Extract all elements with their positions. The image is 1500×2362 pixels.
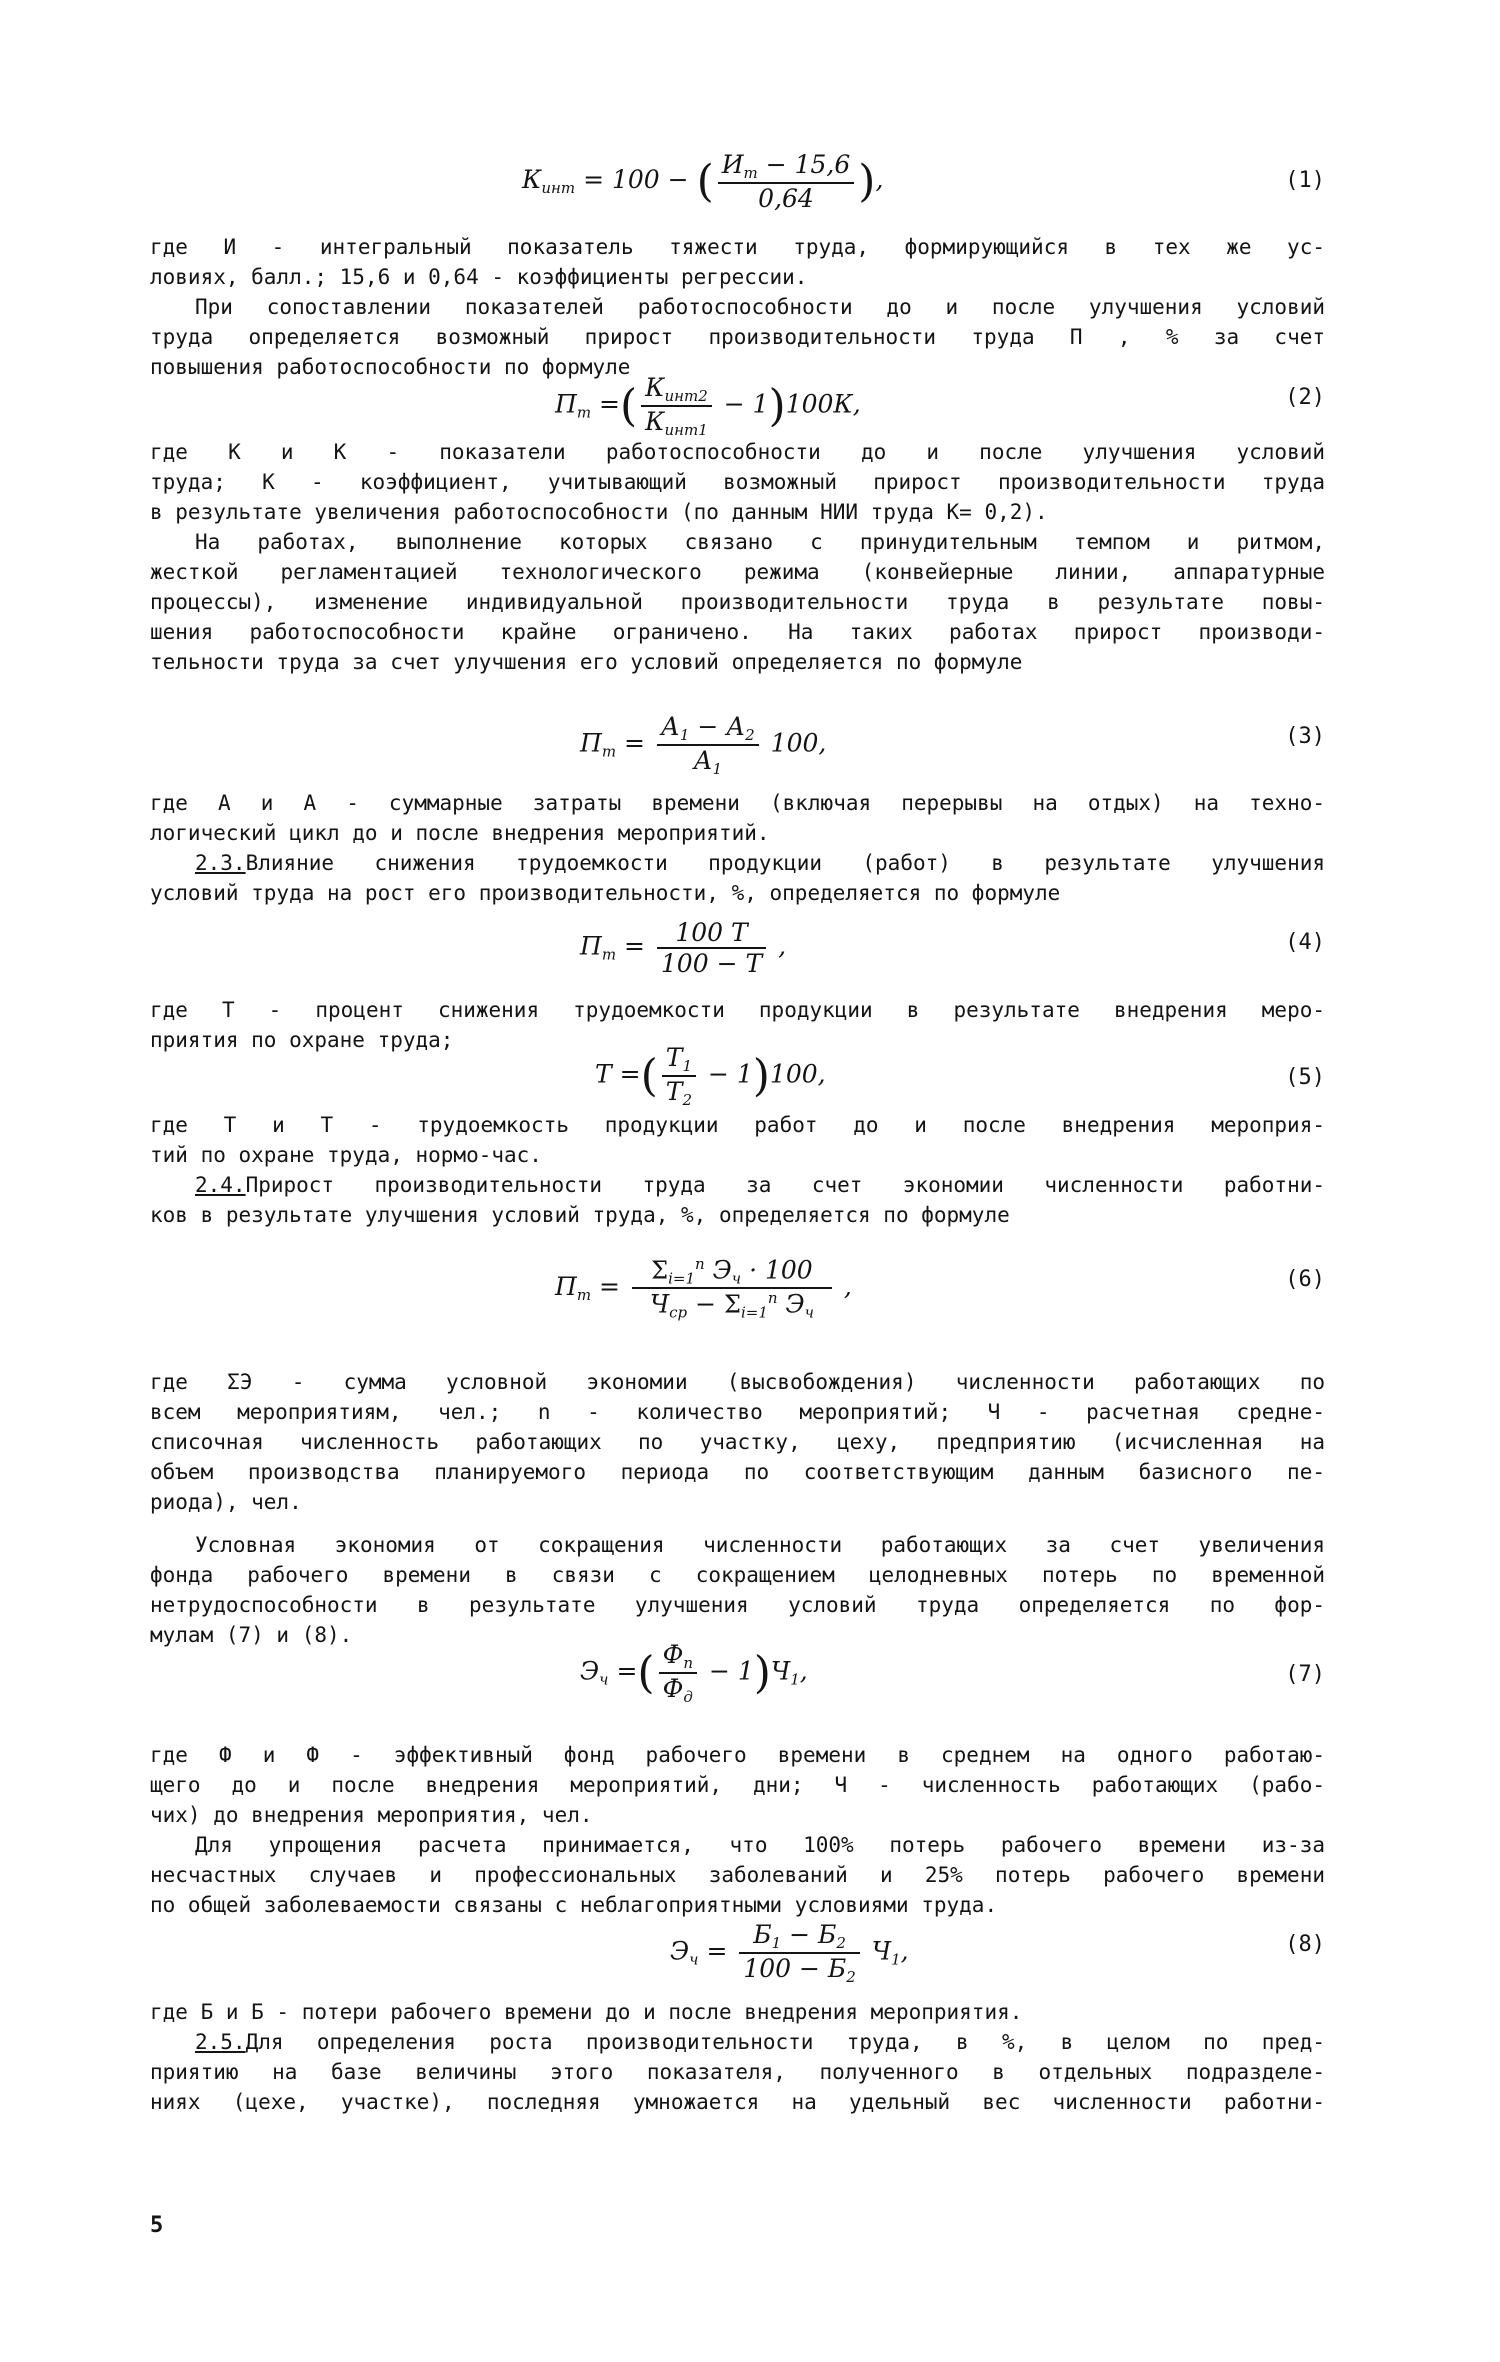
equation-5-number: (5): [1285, 1065, 1325, 1090]
paragraph-3: где К и К - показатели работоспособности до и после улучшения условий труда; К - коэффициент, учитывающий возможный прирост производительности труда в результате увеличения работоспособности (по данным НИИ труда К= 0,2). На работах, выполнение которых связано с принудительным темпом и ритмом, жесткой регламентацией технологического режима (конвейерные линии, аппаратурные процессы), изменение индивидуальной производительности труда в результате повы- шения работоспособности крайне ограничено. На таких работах прирост производи- тельности труда за счет улучшения его условий определяется по формуле: [150, 440, 1325, 674]
equation-8-number: (8): [1285, 1932, 1325, 1957]
equation-7-number: (7): [1285, 1662, 1325, 1687]
paragraph-1: где И - интегральный показатель тяжести труда, формирующийся в тех же ус- ловиях, балл.; 15,6 и 0,64 - коэффициенты регрессии. При сопоставлении показателей работоспособности до и после улучшения условий труда определяется возможный прирост производительности труда П , % за счет повышения работоспособности по формуле: [150, 235, 1325, 379]
paragraph-7: где Т - процент снижения трудоемкости продукции в результате внедрения меро- приятия по охране труда;: [150, 998, 1325, 1052]
equation-1-body: $К_{инт} = 100$ − ( $\frac{И_т - 15,6}{0,64}$ ),: [522, 150, 884, 213]
equation-7: $Э_ч$ =( $\frac{Ф_п}{Ф_д}$ − $1)Ч_1$, (7): [580, 1640, 1325, 1706]
equation-2: $П_т$ =( $\frac{К_{инт2}}{К_{инт1}}$ − 1)100К, (2): [555, 373, 1325, 439]
paragraph-11: Условная экономия от сокращения численности работающих за счет увеличения фонда рабочего времени в связи с сокращением целодневных потерь по временной нетрудоспособности в результате улучшения условий труда определяется по фор- мулам (7) и (8).: [150, 1533, 1325, 1647]
equation-6: $П_т$ = $\frac{\Sigma_{i=1}^n Э_ч \cdot 100}{Ч_{ср} - \Sigma_{i=1}^n Э_ч}$ , (6): [555, 1255, 1325, 1322]
equation-5: Т =( $\frac{Т_1}{Т_2}$ − 1)100, (5): [595, 1043, 1325, 1109]
equation-6-number: (6): [1285, 1267, 1325, 1292]
section-2-4: 2.4.: [195, 1173, 246, 1197]
paragraph-10: где ΣЭ - сумма условной экономии (высвобождения) численности работающих по всем мероприятиям, чел.; n - количество мероприятий; Ч - расчетная средне- списочная численность работающих по участку, цеху, предприятию (исчисленная на объем производства планируемого периода по соответствующим данным базисного пе- риода), чел.: [150, 1370, 1325, 1514]
equation-3-number: (3): [1285, 724, 1325, 749]
section-2-5: 2.5.: [195, 2030, 246, 2054]
equation-1-fraction: $\frac{И_т - 15,6}{0,64}$: [718, 150, 855, 213]
equation-4-number: (4): [1285, 930, 1325, 955]
equation-3: $П_т$ = $\frac{А_1 - А_2}{А_1}$ 100, (3): [580, 712, 1325, 778]
equation-1: [150, 150, 1325, 220]
paragraph-8: где Т и Т - трудоемкость продукции работ до и после внедрения мероприя- тий по охране труда, нормо-час. 2.4. Прирост производительности труда за счет экономии численности работни- ков в результате улучшения условий труда, %, определяется по формуле: [150, 1113, 1325, 1227]
equation-8: $Э_ч$ = $\frac{Б_1 - Б_2}{100 - Б_2}$ $Ч_1$, (8): [670, 1920, 1325, 1986]
paragraph-5: где А и А - суммарные затраты времени (включая перерывы на отдых) на техно- логический цикл до и после внедрения мероприятий. 2.3. Влияние снижения трудоемкости продукции (работ) в результате улучшения условий труда на рост его производительности, %, определяется по формуле: [150, 791, 1325, 905]
section-2-3: 2.3.: [195, 851, 246, 875]
equation-2-number: (2): [1285, 385, 1325, 410]
equation-1-number: (1): [1285, 168, 1325, 193]
equation-4: $П_т$ = $\frac{100 Т}{100 - Т}$ , (4): [580, 918, 1325, 978]
paragraph-12: где Ф и Ф - эффективный фонд рабочего времени в среднем на одного работаю- щего до и после внедрения мероприятий, дни; Ч - численность работающих (рабо- чих) до внедрения мероприятия, чел. Для упрощения расчета принимается, что 100% потерь рабочего времени из-за несчастных случаев и профессиональных заболеваний и 25% потерь рабочего времени по общей заболеваемости связаны с неблагоприятными условиями труда.: [150, 1743, 1325, 1917]
paragraph-14: где Б и Б - потери рабочего времени до и после внедрения мероприятия. 2.5. Для определения роста производительности труда, в %, в целом по пред- приятию на базе величины этого показателя, полученного в отдельных подразделе- ниях (цехе, участке), последняя умножается на удельный вес численности работни-: [150, 2000, 1325, 2114]
page-number: 5: [150, 2213, 164, 2238]
